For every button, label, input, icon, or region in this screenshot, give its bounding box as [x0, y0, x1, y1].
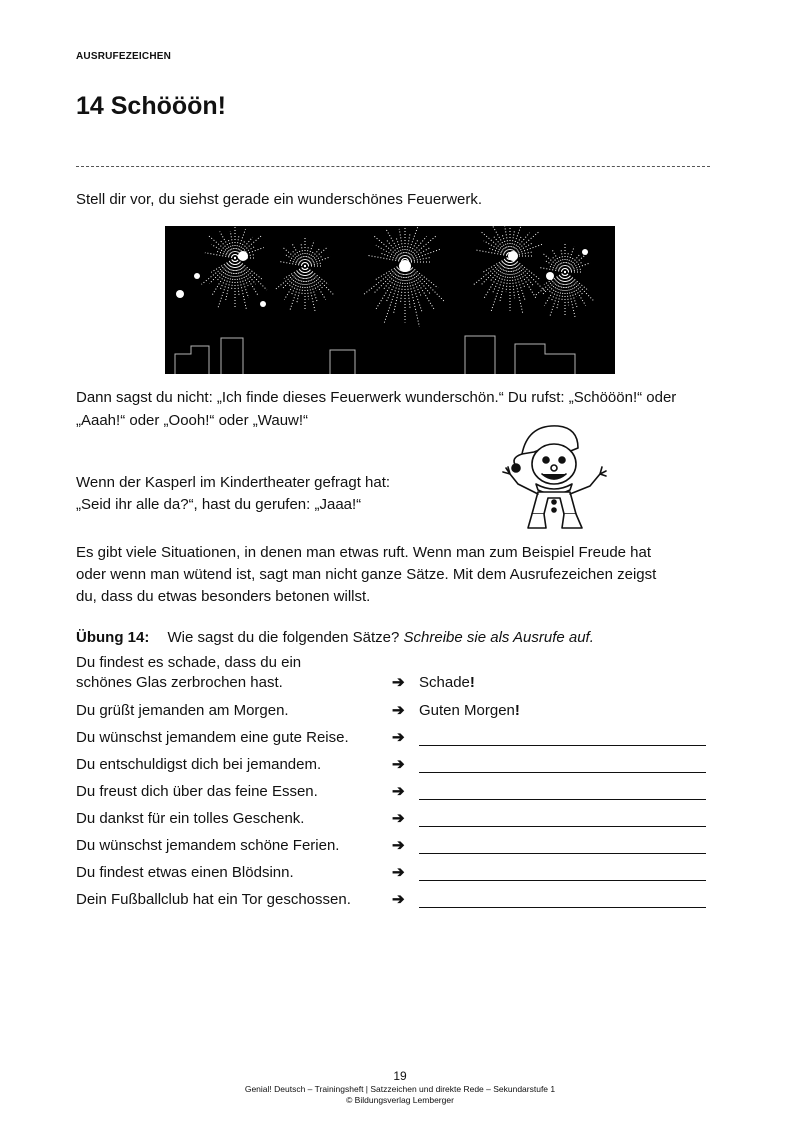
exercise-label: Übung 14:	[76, 629, 150, 646]
exercise-row	[76, 653, 716, 693]
arrow-right-icon: ➔	[392, 837, 405, 854]
page-title: 14 Schööön!	[76, 92, 227, 120]
page-number: 19	[393, 1069, 407, 1083]
row-answer-mark: !	[514, 702, 520, 719]
dashed-divider	[76, 166, 710, 167]
row-answer	[419, 701, 520, 721]
row-prompt	[76, 653, 386, 693]
intro-text: Stell dir vor, du siehst gerade ein wunderschönes Feuerwerk.	[76, 191, 483, 208]
row-prompt-line1: Du findest es schade, dass du ein	[76, 654, 302, 671]
fireworks-illustration	[165, 226, 615, 374]
exercise-row	[76, 890, 716, 910]
kasperl-clown-illustration	[492, 418, 612, 534]
exercise-row	[76, 809, 716, 829]
arrow-right-icon: ➔	[392, 810, 405, 827]
exercise-row	[76, 782, 716, 802]
row-prompt: Du wünschst jemandem schöne Ferien.	[76, 837, 340, 854]
para3-line2: oder wenn man wütend ist, sagt man nicht ganze Sätze. Mit dem Ausrufezeichen zeigst	[76, 566, 657, 583]
row-prompt: Dein Fußballclub hat ein Tor geschossen.	[76, 891, 351, 908]
arrow-right-icon: ➔	[392, 891, 405, 908]
answer-blank-line[interactable]	[419, 853, 706, 854]
row-prompt: Du dankst für ein tolles Geschenk.	[76, 810, 305, 827]
row-prompt: Du entschuldigst dich bei jemandem.	[76, 756, 322, 773]
arrow-right-icon: ➔	[392, 674, 405, 691]
row-prompt: Du findest etwas einen Blödsinn.	[76, 864, 294, 881]
row-answer	[419, 673, 475, 693]
para2-line1: Wenn der Kasperl im Kindertheater gefragt hat:	[76, 474, 391, 491]
para3-line3: du, dass du etwas besonders betonen willst.	[76, 588, 371, 605]
answer-blank-line[interactable]	[419, 745, 706, 746]
exercise-question: Wie sagst du die folgenden Sätze?	[167, 629, 400, 646]
answer-blank-line[interactable]	[419, 799, 706, 800]
footer-copyright: © Bildungsverlag Lemberger	[346, 1095, 454, 1105]
row-prompt-line2: schönes Glas zerbrochen hast.	[76, 674, 283, 691]
section-label: AUSRUFEZEICHEN	[76, 51, 172, 62]
row-answer-text: Guten Morgen	[419, 702, 515, 719]
exercise-row	[76, 755, 716, 775]
exercise-row	[76, 701, 716, 721]
row-prompt: Du wünschst jemandem eine gute Reise.	[76, 729, 349, 746]
exercise-row	[76, 836, 716, 856]
para1-line2: „Aaah!“ oder „Oooh!“ oder „Wauw!“	[76, 412, 309, 429]
exercise-row	[76, 863, 716, 883]
answer-blank-line[interactable]	[419, 772, 706, 773]
para1-line1: Dann sagst du nicht: „Ich finde dieses Feuerwerk wunderschön.“ Du rufst: „Schööön!“ oder	[76, 389, 677, 406]
answer-blank-line[interactable]	[419, 826, 706, 827]
row-answer-mark: !	[469, 674, 475, 691]
exercise-row	[76, 728, 716, 748]
arrow-right-icon: ➔	[392, 756, 405, 773]
para2-line2: „Seid ihr alle da?“, hast du gerufen: „Jaaa!“	[76, 496, 362, 513]
answer-blank-line[interactable]	[419, 880, 706, 881]
answer-blank-line[interactable]	[419, 907, 706, 908]
row-prompt: Du grüßt jemanden am Morgen.	[76, 702, 289, 719]
arrow-right-icon: ➔	[392, 729, 405, 746]
arrow-right-icon: ➔	[392, 702, 405, 719]
row-answer-text: Schade	[419, 674, 470, 691]
row-prompt: Du freust dich über das feine Essen.	[76, 783, 318, 800]
exercise-heading	[76, 629, 594, 646]
para3-line1: Es gibt viele Situationen, in denen man etwas ruft. Wenn man zum Beispiel Freude hat	[76, 544, 652, 561]
arrow-right-icon: ➔	[392, 783, 405, 800]
footer-publication: Genial! Deutsch – Trainingsheft | Satzzeichen und direkte Rede – Sekundarstufe 1	[244, 1084, 556, 1094]
exercise-instruction: Schreibe sie als Ausrufe auf.	[403, 629, 594, 646]
arrow-right-icon: ➔	[392, 864, 405, 881]
